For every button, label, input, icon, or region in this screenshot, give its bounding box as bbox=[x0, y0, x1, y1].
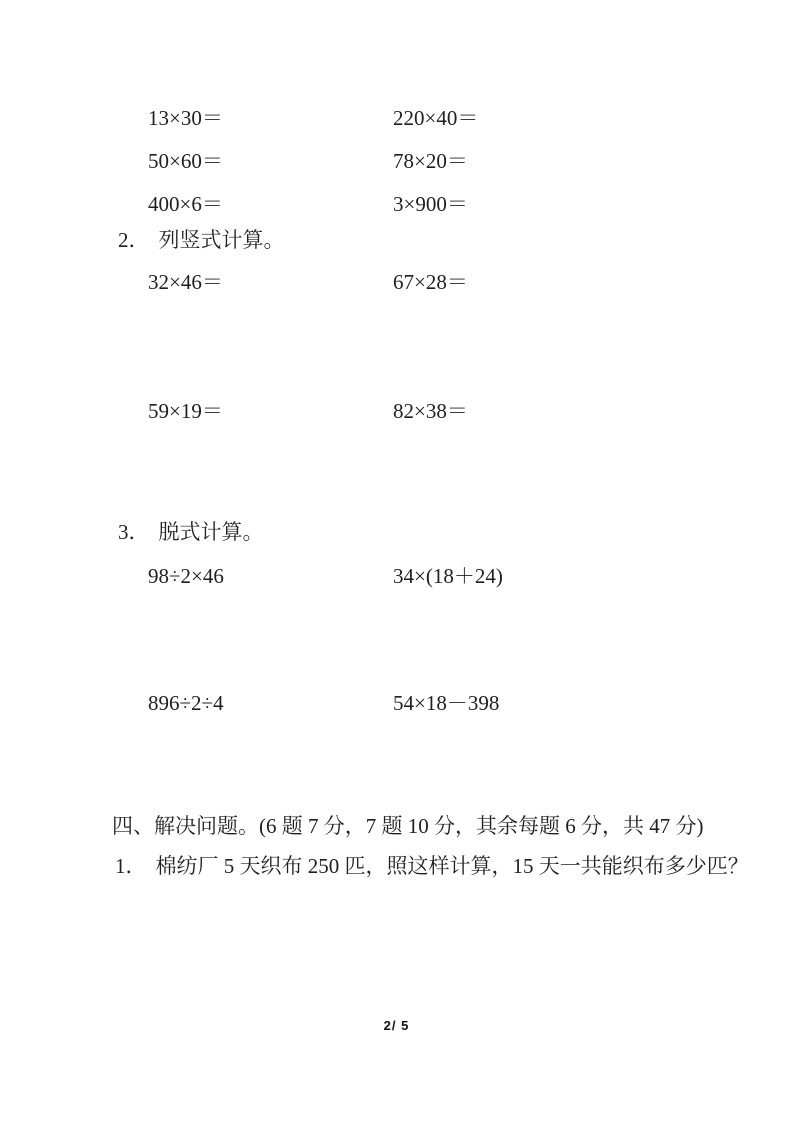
problem-text: 棉纺厂 5 天织布 250 匹，照这样计算，15 天一共能织布多少匹？ bbox=[155, 854, 749, 878]
stepwise-calc-row bbox=[0, 690, 793, 717]
math-expression: 3×900＝ bbox=[393, 192, 468, 216]
section-number: 2． bbox=[118, 228, 150, 252]
oral-calc-row bbox=[0, 105, 793, 132]
word-problem-1 bbox=[115, 853, 749, 880]
math-expression: 82×38＝ bbox=[393, 399, 468, 423]
math-expression: 400×6＝ bbox=[148, 192, 223, 216]
section-number: 3． bbox=[118, 520, 150, 544]
math-expression: 98÷2×46 bbox=[148, 564, 224, 588]
math-expression: 67×28＝ bbox=[393, 270, 468, 294]
math-expression: 32×46＝ bbox=[148, 270, 223, 294]
math-expression: 34×(18＋24) bbox=[393, 564, 503, 588]
section-2-heading bbox=[118, 227, 285, 254]
stepwise-calc-row bbox=[0, 563, 793, 590]
math-expression: 50×60＝ bbox=[148, 149, 223, 173]
math-expression: 54×18－398 bbox=[393, 691, 500, 715]
math-expression: 896÷2÷4 bbox=[148, 691, 224, 715]
page-number: 2/ 5 bbox=[383, 1018, 410, 1033]
math-expression: 220×40＝ bbox=[393, 106, 479, 130]
section-title: 列竖式计算。 bbox=[158, 228, 285, 252]
section-3-heading bbox=[118, 519, 264, 546]
oral-calc-row bbox=[0, 191, 793, 218]
problem-number: 1． bbox=[115, 854, 147, 878]
math-expression: 78×20＝ bbox=[393, 149, 468, 173]
vertical-calc-row bbox=[0, 398, 793, 425]
section-4-heading: 四、解决问题。(6 题 7 分，7 题 10 分，其余每题 6 分，共 47 分) bbox=[112, 814, 704, 838]
section-title: 脱式计算。 bbox=[158, 520, 264, 544]
oral-calc-row bbox=[0, 148, 793, 175]
math-expression: 13×30＝ bbox=[148, 106, 223, 130]
math-expression: 59×19＝ bbox=[148, 399, 223, 423]
vertical-calc-row bbox=[0, 269, 793, 296]
